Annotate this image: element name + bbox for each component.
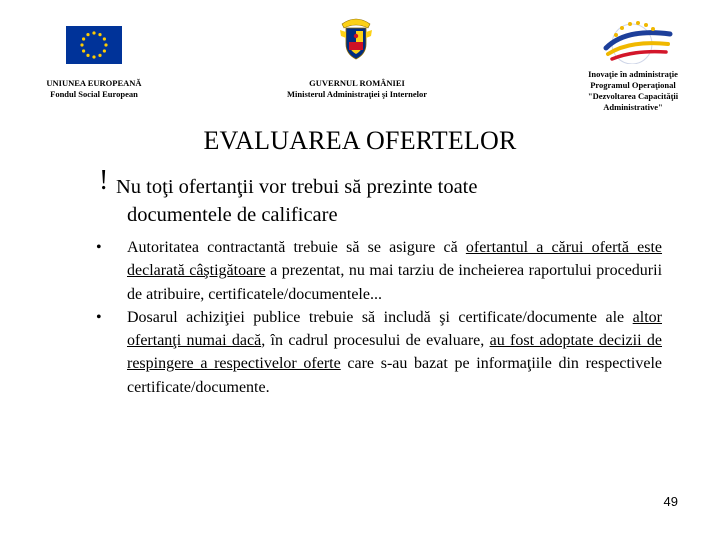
eu-caption — [28, 78, 160, 100]
bullet-text-part: , în cadrul procesului de evaluare, — [261, 332, 490, 350]
program-caption — [558, 69, 708, 113]
eu-star-icon — [92, 31, 95, 34]
eu-star-icon — [82, 49, 85, 52]
bullet-text-part: Autoritatea contractantă trebuie să se asigure că — [127, 239, 466, 256]
eu-caption-line2: Fondul Social European — [50, 89, 138, 99]
bullet-text-part: care s-au bazat pe informaţiile din respectivele certificate/documente. — [127, 355, 663, 396]
eu-star-icon — [104, 43, 107, 46]
program-caption-line1: Inovaţie în administraţie — [588, 69, 678, 79]
government-caption — [262, 78, 452, 100]
bullet-item — [96, 306, 662, 399]
warning-text — [116, 173, 566, 229]
romania-coat-of-arms-icon — [338, 14, 374, 62]
eu-star-icon — [86, 54, 89, 57]
bullet-text — [127, 306, 662, 399]
government-caption-line2: Ministerul Administraţiei şi Internelor — [286, 89, 427, 99]
eu-star-icon — [98, 33, 101, 36]
eu-flag-icon — [66, 26, 122, 64]
bullet-text — [127, 236, 662, 306]
bullet-dot: • — [96, 239, 102, 256]
exclamation-icon: ! — [99, 165, 109, 196]
eu-star-icon — [98, 54, 101, 57]
eu-star-icon — [80, 43, 83, 46]
program-caption-line2: Programul Operaţional — [590, 80, 676, 90]
eu-star-icon — [82, 37, 85, 40]
page-number: 49 — [663, 494, 678, 509]
program-logo-icon — [596, 14, 676, 64]
warning-line1: Nu toţi ofertanţii vor trebui să prezinte toate — [116, 176, 478, 198]
eu-star-icon — [92, 55, 95, 58]
eu-star-icon — [86, 33, 89, 36]
bullet-text-part: a prezentat, nu mai tarziu de incheierea raportului procedurii de atribuire, certificatele/documentele... — [127, 262, 663, 303]
bullet-underlined-text: ofertantul a cărui ofertă este declarată câştigătoare — [127, 239, 663, 280]
eu-caption-line1: UNIUNEA EUROPEANĂ — [46, 78, 142, 88]
bullet-item — [96, 236, 662, 306]
bullet-dot: • — [96, 308, 102, 326]
program-caption-line4: Administrative" — [603, 102, 663, 112]
eu-star-icon — [103, 49, 106, 52]
government-caption-line1: GUVERNUL ROMÂNIEI — [309, 78, 405, 88]
bullet-list — [96, 236, 662, 399]
program-caption-line3: "Dezvoltarea Capacităţii — [587, 91, 679, 101]
bullet-underlined-text: altor ofertanţi numai dacă — [127, 308, 662, 350]
bullet-underlined-text: au fost adoptate decizii de respingere a respectivelor oferte — [127, 332, 662, 373]
bullet-text-part: Dosarul achiziţiei publice trebuie să includă şi certificate/documente ale — [127, 308, 633, 326]
eu-star-icon — [103, 37, 106, 40]
slide-title: EVALUAREA OFERTELOR — [203, 126, 517, 155]
warning-line2: documentele de calificare — [127, 204, 338, 226]
